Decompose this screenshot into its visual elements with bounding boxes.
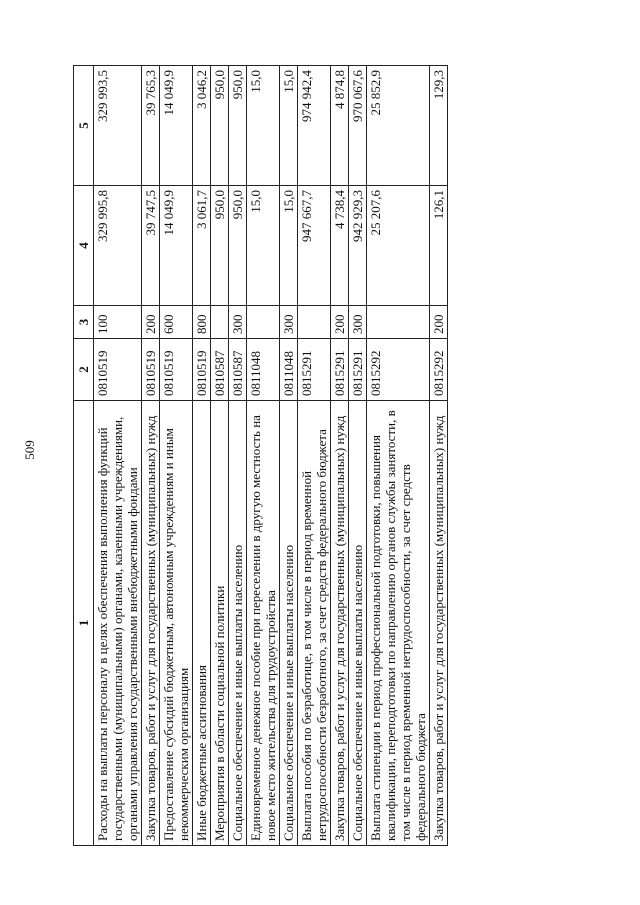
row-name-cell: Расходы на выплаты персоналу в целях обеспечения выполнения функций государственными (муниципальными) органами, казенными учреждениями, органами управления государственными внебюджетными фондами	[94, 401, 142, 846]
row-value-4-cell: 15,0	[247, 186, 280, 306]
table-row	[298, 66, 331, 846]
row-value-4-cell: 3 061,7	[193, 186, 211, 306]
table-row	[229, 66, 247, 846]
row-value-5-cell: 25 852,9	[367, 66, 430, 186]
rotated-page-content	[73, 66, 593, 846]
table-row	[349, 66, 367, 846]
row-type-cell: 300	[349, 306, 367, 339]
row-code-cell: 0810587	[229, 339, 247, 401]
row-value-5-cell: 950,0	[229, 66, 247, 186]
row-code-cell: 0811048	[280, 339, 298, 401]
table-row	[247, 66, 280, 846]
row-name-cell: Мероприятия в области социальной политики	[211, 401, 229, 846]
row-type-cell: 200	[430, 306, 448, 339]
row-value-5-cell: 970 067,6	[349, 66, 367, 186]
table-row	[331, 66, 349, 846]
column-header: 4	[74, 186, 94, 306]
table-row	[211, 66, 229, 846]
row-value-4-cell: 947 667,7	[298, 186, 331, 306]
row-type-cell	[367, 306, 430, 339]
row-value-5-cell: 14 049,9	[160, 66, 193, 186]
row-name-cell: Социальное обеспечение и иные выплаты населению	[280, 401, 298, 846]
row-code-cell: 0815291	[298, 339, 331, 401]
row-name-cell: Предоставление субсидий бюджетным, автономным учреждениям и иным некоммерческим организациям	[160, 401, 193, 846]
row-name-cell: Закупка товаров, работ и услуг для государственных (муниципальных) нужд	[142, 401, 160, 846]
row-name-cell: Закупка товаров, работ и услуг для государственных (муниципальных) нужд	[430, 401, 448, 846]
row-value-5-cell: 329 993,5	[94, 66, 142, 186]
row-value-4-cell: 329 995,8	[94, 186, 142, 306]
row-type-cell	[298, 306, 331, 339]
column-header: 2	[74, 339, 94, 401]
row-code-cell: 0810519	[193, 339, 211, 401]
row-code-cell: 0815292	[430, 339, 448, 401]
row-value-5-cell: 15,0	[280, 66, 298, 186]
row-name-cell: Выплата стипендии в период профессиональной подготовки, повышения квалификации, переподготовки по направлению органов службы занятости, в том числе в период временной нетрудоспособности, за счет средств федерального бюджета	[367, 401, 430, 846]
row-name-cell: Закупка товаров, работ и услуг для государственных (муниципальных) нужд	[331, 401, 349, 846]
row-value-4-cell: 126,1	[430, 186, 448, 306]
row-value-4-cell: 942 929,3	[349, 186, 367, 306]
row-name-cell: Социальное обеспечение и иные выплаты населению	[229, 401, 247, 846]
row-code-cell: 0815291	[331, 339, 349, 401]
row-type-cell	[211, 306, 229, 339]
row-name-cell: Единовременное денежное пособие при переселении в другую местность на новое место жительства для трудоустройства	[247, 401, 280, 846]
row-name-cell: Выплата пособия по безработице, в том числе в период временной нетрудоспособности безработного, за счет средств федерального бюджета	[298, 401, 331, 846]
row-type-cell: 200	[331, 306, 349, 339]
column-header: 5	[74, 66, 94, 186]
table-row	[193, 66, 211, 846]
row-code-cell: 0815292	[367, 339, 430, 401]
row-name-cell: Иные бюджетные ассигнования	[193, 401, 211, 846]
column-header: 3	[74, 306, 94, 339]
row-value-4-cell: 39 747,5	[142, 186, 160, 306]
row-value-5-cell: 129,3	[430, 66, 448, 186]
row-value-4-cell: 950,0	[211, 186, 229, 306]
row-value-5-cell: 974 942,4	[298, 66, 331, 186]
column-header: 1	[74, 401, 94, 846]
row-code-cell: 0815291	[349, 339, 367, 401]
table-header-row	[74, 66, 94, 846]
row-code-cell: 0810587	[211, 339, 229, 401]
budget-table	[73, 65, 448, 846]
row-name-cell: Социальное обеспечение и иные выплаты населению	[349, 401, 367, 846]
row-type-cell: 100	[94, 306, 142, 339]
row-code-cell: 0810519	[94, 339, 142, 401]
table-row	[142, 66, 160, 846]
table-row	[280, 66, 298, 846]
row-type-cell: 300	[229, 306, 247, 339]
table-row	[160, 66, 193, 846]
row-type-cell: 300	[280, 306, 298, 339]
row-type-cell	[247, 306, 280, 339]
table-row	[94, 66, 142, 846]
row-code-cell: 0810519	[160, 339, 193, 401]
row-value-4-cell: 4 738,4	[331, 186, 349, 306]
row-value-4-cell: 25 207,6	[367, 186, 430, 306]
row-value-4-cell: 950,0	[229, 186, 247, 306]
row-type-cell: 200	[142, 306, 160, 339]
row-value-4-cell: 15,0	[280, 186, 298, 306]
row-value-5-cell: 15,0	[247, 66, 280, 186]
row-code-cell: 0811048	[247, 339, 280, 401]
row-type-cell: 800	[193, 306, 211, 339]
row-value-5-cell: 950,0	[211, 66, 229, 186]
row-value-5-cell: 3 046,2	[193, 66, 211, 186]
row-value-5-cell: 4 874,8	[331, 66, 349, 186]
table-row	[367, 66, 430, 846]
page-number: 509	[22, 440, 37, 460]
table-row	[430, 66, 448, 846]
row-type-cell: 600	[160, 306, 193, 339]
table-body	[94, 66, 448, 846]
row-value-4-cell: 14 049,9	[160, 186, 193, 306]
row-value-5-cell: 39 765,3	[142, 66, 160, 186]
row-code-cell: 0810519	[142, 339, 160, 401]
